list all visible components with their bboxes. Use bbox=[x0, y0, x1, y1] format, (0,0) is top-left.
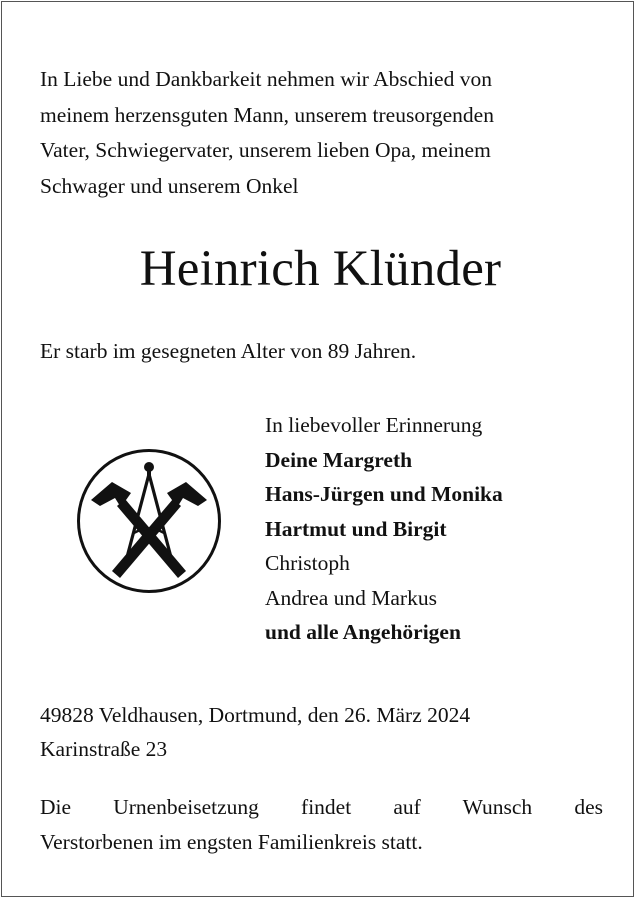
street-address: Karinstraße 23 bbox=[40, 737, 168, 761]
intro-line: Vater, Schwiegervater, unserem lieben Opa, meinem bbox=[40, 138, 491, 162]
family-line-intro: In liebevoller Erinnerung bbox=[265, 413, 483, 437]
intro-text bbox=[40, 62, 606, 204]
notice-line: Die Urnenbeisetzung findet auf Wunsch des bbox=[40, 795, 603, 819]
city-date: 49828 Veldhausen, Dortmund, den 26. März 2024 bbox=[40, 703, 471, 727]
family-line-grandchild-1: Christoph bbox=[265, 551, 350, 575]
intro-line: meinem herzensguten Mann, unserem treusorgenden bbox=[40, 102, 494, 127]
family-line-son-1: Hans-Jürgen und Monika bbox=[265, 482, 503, 506]
place-and-date bbox=[40, 698, 470, 766]
family-line-wife: Deine Margreth bbox=[265, 447, 413, 472]
intro-line: In Liebe und Dankbarkeit nehmen wir Abschied von bbox=[40, 67, 492, 91]
age-statement: Er starb im gesegneten Alter von 89 Jahren. bbox=[40, 339, 417, 363]
burial-notice bbox=[40, 790, 603, 860]
obituary-frame bbox=[1, 1, 634, 897]
crossed-hammers-compass-icon bbox=[76, 448, 222, 594]
intro-line: Schwager und unserem Onkel bbox=[40, 173, 299, 198]
family-line-son-2: Hartmut und Birgit bbox=[265, 516, 447, 541]
family-line-relatives: und alle Angehörigen bbox=[265, 620, 461, 644]
family-list bbox=[265, 408, 503, 650]
notice-line: Verstorbenen im engsten Familienkreis statt. bbox=[40, 830, 423, 854]
deceased-name: Heinrich Klünder bbox=[139, 241, 502, 297]
family-line-grandchild-2: Andrea und Markus bbox=[265, 585, 437, 610]
